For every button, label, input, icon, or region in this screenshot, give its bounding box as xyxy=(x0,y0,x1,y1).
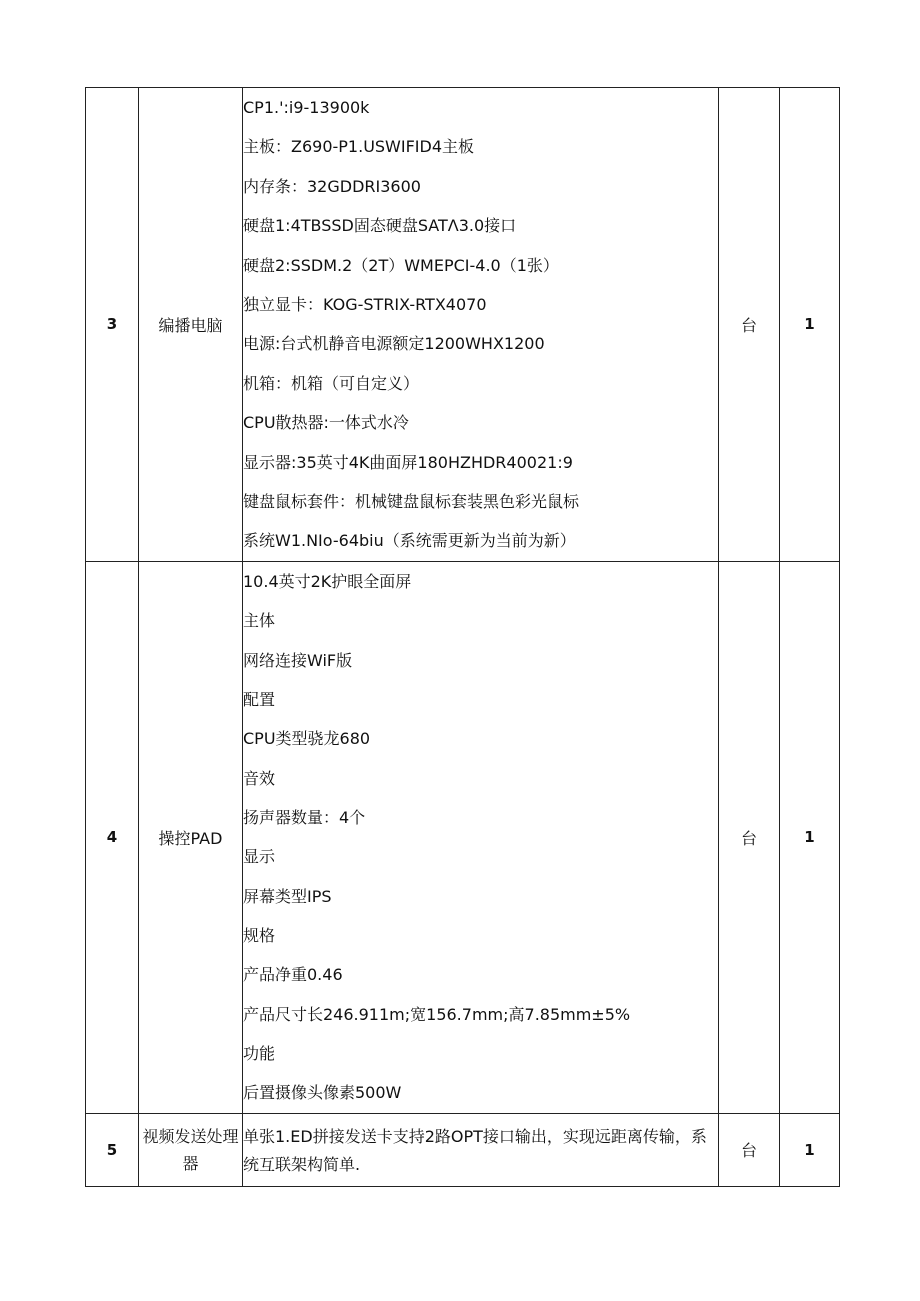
unit-cell: 台 xyxy=(719,1113,780,1186)
row-index: 4 xyxy=(86,561,139,1113)
row-index: 3 xyxy=(86,88,139,562)
item-name xyxy=(139,1113,243,1186)
unit-cell: 台 xyxy=(719,88,780,562)
quantity-cell: 1 xyxy=(780,88,840,562)
equipment-spec-table xyxy=(85,87,840,1187)
spec-line: 机箱：机箱（可自定义） xyxy=(243,373,420,393)
quantity-cell: 1 xyxy=(780,1113,840,1186)
table-row xyxy=(86,1113,840,1186)
spec-line: 后置摄像头像素500W xyxy=(243,1083,402,1103)
spec-line: 功能 xyxy=(243,1044,276,1063)
spec-line: CPU散热器:一体式水冷 xyxy=(243,413,409,433)
table-row xyxy=(86,88,840,562)
item-name-text: 视频发送处理器 xyxy=(142,1126,239,1173)
spec-line: 硬盘1:4TBSSD固态硬盘SATΛ3.0接口 xyxy=(243,216,517,236)
item-name: 操控PAD xyxy=(139,561,243,1113)
spec-line: 显示 xyxy=(243,847,276,867)
spec-cell xyxy=(243,561,719,1113)
spec-line: 10.4英寸2K护眼全面屏 xyxy=(243,571,412,591)
quantity-cell: 1 xyxy=(780,561,840,1113)
spec-line: 系统W1.NIo-64biu（系统需更新为当前为新） xyxy=(243,531,576,551)
spec-line: 主体 xyxy=(243,611,276,631)
spec-line: 产品尺寸长246.911m;宽156.7mm;高7.85mm±5% xyxy=(243,1004,631,1024)
spec-line: 键盘鼠标套件：机械键盘鼠标套装黑色彩光鼠标 xyxy=(243,492,580,512)
spec-line: 屏幕类型IPS xyxy=(243,886,332,906)
spec-line: 规格 xyxy=(243,925,276,945)
spec-line: CP1.':i9-13900k xyxy=(243,98,370,117)
spec-line: 电源:台式机静音电源额定1200WHX1200 xyxy=(243,334,545,354)
spec-line: 内存条：32GDDRI3600 xyxy=(243,176,421,196)
spec-line: 显示器:35英寸4K曲面屏180HZHDR40021:9 xyxy=(243,452,573,472)
spec-line: 配置 xyxy=(243,689,276,709)
spec-paragraph: 单张1.ED拼接发送卡支持2路OPT接口输出，实现远距离传输，系统互联架构简单. xyxy=(243,1126,707,1174)
table-row xyxy=(86,561,840,1113)
unit-cell: 台 xyxy=(719,561,780,1113)
item-name: 编播电脑 xyxy=(139,88,243,562)
spec-line: 硬盘2:SSDM.2（2T）WMEPCI-4.0（1张） xyxy=(243,255,559,275)
spec-line: 独立显卡：KOG-STRIX-RTX4070 xyxy=(243,295,487,315)
spec-cell xyxy=(243,1113,719,1186)
spec-line: CPU类型骁龙680 xyxy=(243,729,371,749)
row-index: 5 xyxy=(86,1113,139,1186)
spec-line: 音效 xyxy=(243,768,276,788)
spec-line: 扬声器数量：4个 xyxy=(243,807,366,827)
spec-line: 主板：Z690-P1.USWIFID4主板 xyxy=(243,137,475,157)
spec-cell xyxy=(243,88,719,562)
spec-line: 网络连接WiF版 xyxy=(243,650,353,670)
spec-line: 产品净重0.46 xyxy=(243,965,343,985)
